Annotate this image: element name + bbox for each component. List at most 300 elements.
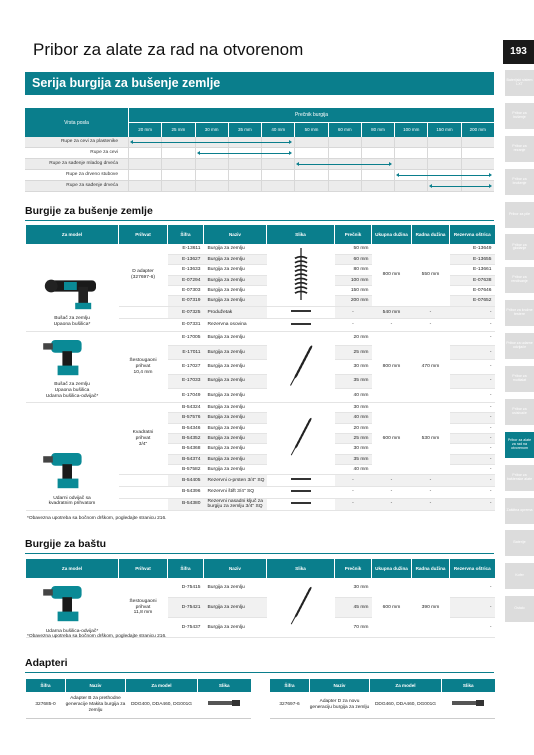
spare-blade-cell: - — [450, 486, 495, 498]
name-cell: Burgija za zemlju — [204, 598, 267, 618]
chart-cell — [361, 137, 394, 147]
chart-cell — [228, 170, 261, 180]
side-tab-10[interactable]: Pribor za usisivače — [505, 399, 534, 425]
column-header: Ukupna dužina — [372, 559, 412, 578]
chart-cell — [128, 181, 161, 191]
name-cell: Rezervni o-prsten 3/4" SQ — [204, 475, 267, 487]
overall-length-cell: 600 mm — [372, 578, 412, 638]
empty-shank-cell — [119, 498, 168, 510]
chart-cell — [294, 181, 327, 191]
adapter-cell: DDG460, DDA460, DG001G — [370, 692, 442, 718]
earth-auger-icon — [286, 389, 316, 394]
shank-cell: Šestougaoni prihvat 10,4 mm — [119, 331, 168, 403]
section-title-garden-augers: Burgije za baštu — [25, 538, 107, 550]
diameter-cell: - — [335, 486, 372, 498]
code-cell: B-54352 — [168, 434, 204, 444]
working-length-cell: - — [412, 498, 450, 510]
spare-blade-cell: - — [450, 306, 495, 318]
chart-row-label: Rupe za sađenje mladog drveća — [49, 161, 118, 166]
chart-row — [25, 170, 494, 181]
diameter-cell: 40 mm — [335, 464, 372, 474]
adapter-table-left — [25, 679, 251, 719]
code-cell: E-17005 — [168, 331, 204, 345]
side-tab-14[interactable]: Baterije — [505, 530, 534, 556]
chart-cell — [427, 137, 460, 147]
chart-row — [25, 137, 494, 148]
spare-blade-cell: - — [450, 434, 495, 444]
overall-length-cell: - — [372, 486, 412, 498]
adapter-column-header: Za model — [126, 679, 198, 692]
column-header: Šifra — [168, 225, 204, 244]
side-tab-8[interactable]: Pribor za udarne odvijače — [505, 333, 534, 359]
name-cell: Burgija za zemlju — [204, 244, 267, 254]
adapter-column-header: Šifra — [270, 679, 310, 692]
chart-cell — [195, 181, 228, 191]
tool-photo — [26, 445, 119, 496]
side-tab-12[interactable]: Pribor za baštenske alate — [505, 465, 534, 491]
code-cell: B-57576 — [168, 413, 204, 423]
column-header: Radna dužina — [412, 559, 450, 578]
table-row — [26, 244, 495, 254]
chart-column-headers — [128, 123, 494, 137]
diameter-cell: 30 mm — [335, 578, 372, 598]
working-length-cell: 530 mm — [412, 403, 450, 475]
garden-auger-table — [25, 559, 495, 638]
name-cell: Produžetak — [204, 306, 267, 318]
compatible-model-text: Bušač za zemlju Upaona bušilica* — [53, 316, 91, 327]
chart-header-diameter: Prečnik burgija — [128, 108, 494, 123]
side-tab-9[interactable]: Pribor za multialat — [505, 366, 534, 392]
adapter-column-header: Slika — [198, 679, 251, 692]
footnote-2: *Obavezna upotreba sa bočnom drškom, pogledajte stranicu 216. — [27, 634, 167, 639]
spare-blade-cell: - — [450, 374, 495, 388]
tool-photo — [26, 266, 119, 317]
chart-cell — [294, 148, 327, 158]
column-header: Prečnik — [335, 559, 372, 578]
name-cell: Burgija za zemlju — [204, 434, 267, 444]
chart-cell — [261, 170, 294, 180]
compatible-model-text: Udarni odvijač sa kvadratnim prihvatom — [48, 495, 96, 507]
code-cell: E-13627 — [168, 254, 204, 264]
diameter-cell: 35 mm — [335, 374, 372, 388]
picture-cell — [267, 244, 335, 306]
name-cell: Burgija za zemlju — [204, 454, 267, 464]
chart-cell — [128, 170, 161, 180]
column-header: Za model — [26, 559, 119, 578]
chart-cell — [128, 148, 161, 158]
diameter-cell: 40 mm — [335, 413, 372, 423]
spare-blade-cell: E-13655 — [450, 254, 495, 264]
name-cell: Burgija za zemlju — [204, 345, 267, 359]
accessory-picture-cell — [267, 486, 335, 498]
table-row — [26, 403, 495, 413]
accessory-part-icon — [289, 325, 313, 330]
spare-blade-cell: - — [450, 413, 495, 423]
code-cell: D-75437 — [168, 618, 204, 638]
name-cell: Burgija za zemlju — [204, 413, 267, 423]
chart-cell — [461, 159, 494, 169]
code-cell: E-07294 — [168, 275, 204, 285]
chart-cell — [294, 170, 327, 180]
diameter-cell: - — [335, 319, 372, 331]
chart-range-arrow — [199, 153, 291, 154]
spare-blade-cell: - — [450, 345, 495, 359]
overall-length-cell: - — [372, 475, 412, 487]
spare-blade-cell: - — [450, 475, 495, 487]
adapter-column-header: Naziv — [310, 679, 370, 692]
diameter-cell: 20 mm — [335, 331, 372, 345]
chart-cell — [361, 170, 394, 180]
spare-blade-cell: - — [450, 360, 495, 374]
table-row — [26, 331, 495, 345]
chart-cell — [361, 181, 394, 191]
empty-shank-cell — [119, 475, 168, 487]
code-cell: E-13611 — [168, 244, 204, 254]
diameter-cell: 70 mm — [335, 618, 372, 638]
picture-cell — [267, 578, 335, 638]
accessory-picture-cell — [267, 306, 335, 318]
name-cell: Burgija za zemlju — [204, 388, 267, 402]
side-tab-0[interactable]: Baterijski sistem LXT — [505, 70, 534, 96]
chart-col-2: 30 mm — [195, 123, 228, 137]
shank-cell: D adapter (327697-6) — [119, 244, 168, 306]
side-tab-1[interactable]: Pribor za bušenje — [505, 103, 534, 129]
column-header: Za model — [26, 225, 119, 244]
section-rule — [25, 220, 494, 221]
footnote-1: *Obavezna upotreba sa bočnom drškom, pogledajte stranicu 216. — [27, 516, 167, 521]
spare-blade-cell: - — [450, 403, 495, 413]
chart-cell — [161, 181, 194, 191]
diameter-cell: 80 mm — [335, 265, 372, 275]
chart-cell — [427, 159, 460, 169]
overall-length-cell: 600 mm — [372, 403, 412, 475]
chart-cell — [461, 137, 494, 147]
chart-row — [25, 159, 494, 170]
name-cell: Burgija za zemlju — [204, 374, 267, 388]
model-cell — [26, 331, 119, 403]
chart-cell — [461, 148, 494, 158]
overall-length-cell: 540 mm — [372, 306, 412, 318]
chart-cell — [261, 159, 294, 169]
name-cell: Rezervni nasadni ključ za burgiju za zemlju 3/4" SQ — [204, 498, 267, 510]
accessory-part-icon — [289, 312, 313, 317]
diameter-cell: 40 mm — [335, 388, 372, 402]
chart-cell — [161, 170, 194, 180]
picture-cell — [267, 403, 335, 475]
chart-row-cells — [128, 148, 494, 158]
earth-auger-table — [25, 225, 495, 511]
chart-col-7: 80 mm — [361, 123, 394, 137]
chart-row — [25, 148, 494, 159]
overall-length-cell: 800 mm — [372, 331, 412, 403]
side-tab-list — [505, 70, 534, 629]
spare-blade-cell: - — [450, 618, 495, 638]
accessory-part-icon — [289, 492, 313, 497]
adapter-column-header: Šifra — [26, 679, 66, 692]
spare-blade-cell: E-13649 — [450, 244, 495, 254]
code-cell: D-75421 — [168, 598, 204, 618]
compatible-model-text: Bušač za zemlju Upaona bušilica Udarna bušilica-odvijač* — [45, 382, 99, 399]
adapter-cell: 327685-0 — [26, 692, 66, 718]
adapter-cell: 327697-6 — [270, 692, 310, 718]
working-length-cell: - — [412, 319, 450, 331]
diameter-cell: 200 mm — [335, 296, 372, 306]
diameter-cell: 30 mm — [335, 360, 372, 374]
name-cell: Rezervni štift 3/4" SQ — [204, 486, 267, 498]
column-header: Ukupna dužina — [372, 225, 412, 244]
chart-row-label: Rupe za cevi — [90, 150, 118, 155]
working-length-cell: 470 mm — [412, 331, 450, 403]
column-header: Šifra — [168, 559, 204, 578]
chart-range-arrow — [431, 186, 490, 187]
page-title: Pribor za alate za rad na otvorenom — [33, 40, 304, 59]
column-header: Rezervna oštrica — [450, 225, 495, 244]
working-length-cell: - — [412, 475, 450, 487]
chart-cell — [328, 137, 361, 147]
chart-cell — [161, 159, 194, 169]
chart-cell — [328, 181, 361, 191]
name-cell: Burgija za zemlju — [204, 265, 267, 275]
spare-blade-cell: - — [450, 578, 495, 598]
name-cell: Burgija za zemlju — [204, 403, 267, 413]
column-header: Slika — [267, 225, 335, 244]
chart-col-8: 100 mm — [394, 123, 427, 137]
working-length-cell: 550 mm — [412, 244, 450, 306]
name-cell: Burgija za zemlju — [204, 331, 267, 345]
code-cell: E-17027 — [168, 360, 204, 374]
column-header: Naziv — [204, 225, 267, 244]
chart-range-arrow — [298, 164, 390, 165]
adapter-picture-cell — [198, 692, 251, 718]
code-cell: E-07319 — [168, 296, 204, 306]
name-cell: Burgija za zemlju — [204, 464, 267, 474]
code-cell: B-54368 — [168, 444, 204, 454]
accessory-picture-cell — [267, 319, 335, 331]
side-tab-2[interactable]: Pribor za rezanje — [505, 136, 534, 162]
diameter-cell: 25 mm — [335, 345, 372, 359]
side-tab-6[interactable]: Pribor za rendisanje — [505, 267, 534, 293]
code-cell: B-54405 — [168, 475, 204, 487]
section-title-earth-augers: Burgije za bušenje zemlje — [25, 205, 153, 217]
spare-blade-cell: - — [450, 319, 495, 331]
chart-col-1: 25 mm — [161, 123, 194, 137]
chart-cell — [261, 181, 294, 191]
code-cell: E-07325 — [168, 306, 204, 318]
code-cell: B-54346 — [168, 423, 204, 433]
code-cell: E-07331 — [168, 319, 204, 331]
spare-blade-cell: - — [450, 388, 495, 402]
overall-length-cell: 800 mm — [372, 244, 412, 306]
diameter-cell: - — [335, 498, 372, 510]
chart-col-5: 50 mm — [294, 123, 327, 137]
spare-blade-cell: - — [450, 598, 495, 618]
picture-cell — [267, 331, 335, 403]
chart-col-3: 35 mm — [228, 123, 261, 137]
shank-cell: Šestougaoni prihvat 11,8 mm — [119, 578, 168, 638]
chart-row-label: Rupe za cevi za plastenike — [60, 139, 118, 144]
adapter-picture-cell — [442, 692, 495, 718]
accessory-picture-cell — [267, 498, 335, 510]
model-cell — [26, 244, 119, 331]
name-cell: Rezervna osovina — [204, 319, 267, 331]
chart-range-arrow — [398, 175, 490, 176]
spare-blade-cell: E-13661 — [450, 265, 495, 275]
chart-col-10: 200 mm — [461, 123, 494, 137]
name-cell: Burgija za zemlju — [204, 578, 267, 598]
section-rule — [25, 553, 494, 554]
chart-cell — [128, 159, 161, 169]
chart-cell — [394, 159, 427, 169]
name-cell: Burgija za zemlju — [204, 286, 267, 296]
chart-cell — [228, 159, 261, 169]
diameter-cell: 150 mm — [335, 286, 372, 296]
code-cell: E-17033 — [168, 374, 204, 388]
table-row — [26, 578, 495, 598]
diameter-application-chart — [25, 108, 494, 192]
side-tab-5[interactable]: Pribor za glodanje — [505, 234, 534, 260]
overall-length-cell: - — [372, 319, 412, 331]
side-tab-11[interactable]: Pribor za alate za rad na otvorenom — [505, 432, 534, 458]
diameter-cell: 35 mm — [335, 454, 372, 464]
chart-cell — [195, 159, 228, 169]
side-tab-3[interactable]: Pribor za brušenje — [505, 169, 534, 195]
name-cell: Burgija za zemlju — [204, 254, 267, 264]
diameter-cell: 30 mm — [335, 403, 372, 413]
spare-blade-cell: - — [450, 444, 495, 454]
diameter-cell: 25 mm — [335, 434, 372, 444]
chart-cell — [195, 170, 228, 180]
chart-range-arrow — [132, 142, 290, 143]
spare-blade-cell: - — [450, 454, 495, 464]
overall-length-cell: - — [372, 498, 412, 510]
code-cell: B-54324 — [168, 403, 204, 413]
adapter-cell: Adapter D za novu generaciju burgija za zemlju — [310, 692, 370, 718]
chart-row-label: Rupe za sađenje drveća — [66, 183, 118, 188]
side-tab-4[interactable]: Pribor za pile — [505, 202, 534, 228]
working-length-cell: - — [412, 306, 450, 318]
column-header: Prečnik — [335, 225, 372, 244]
chart-cell — [427, 148, 460, 158]
spare-blade-cell: E-07638 — [450, 275, 495, 285]
spare-blade-cell: - — [450, 331, 495, 345]
page-number: 193 — [503, 40, 534, 64]
chart-rows — [25, 137, 494, 192]
code-cell: E-17049 — [168, 388, 204, 402]
chart-row-label: Rupe za drveno stubove — [66, 172, 118, 177]
tool-photo — [26, 332, 119, 383]
chart-row — [25, 181, 494, 192]
earth-auger-icon — [287, 625, 315, 630]
spare-blade-cell: - — [450, 498, 495, 510]
chart-header-work-type: Vrsta posla — [25, 108, 128, 137]
chart-cell — [328, 148, 361, 158]
chart-cell — [394, 181, 427, 191]
accessory-part-icon — [289, 504, 313, 509]
adapter-table-right — [269, 679, 495, 719]
spare-blade-cell: - — [450, 464, 495, 474]
code-cell: B-54374 — [168, 454, 204, 464]
section-rule — [25, 672, 494, 673]
chart-cell — [328, 170, 361, 180]
diameter-cell: 60 mm — [335, 254, 372, 264]
model-cell — [26, 578, 119, 638]
adapter-icon — [450, 704, 486, 709]
column-header: Rezervna oštrica — [450, 559, 495, 578]
column-header: Slika — [267, 559, 335, 578]
name-cell: Burgija za zemlju — [204, 275, 267, 285]
name-cell: Burgija za zemlju — [204, 618, 267, 638]
column-header: Prihvat — [119, 559, 168, 578]
name-cell: Burgija za zemlju — [204, 444, 267, 454]
chart-cell — [228, 181, 261, 191]
code-cell: B-54380 — [168, 498, 204, 510]
spare-blade-cell: E-07652 — [450, 296, 495, 306]
chart-col-6: 60 mm — [328, 123, 361, 137]
diameter-cell: - — [335, 475, 372, 487]
compatible-model-text: Udarna bušilica-odvijač* — [45, 628, 99, 634]
empty-shank-cell — [119, 486, 168, 498]
spare-blade-cell: E-07646 — [450, 286, 495, 296]
column-header: Radna dužina — [412, 225, 450, 244]
name-cell: Burgija za zemlju — [204, 360, 267, 374]
tool-photo — [26, 578, 119, 629]
code-cell: B-57582 — [168, 464, 204, 474]
adapter-column-header: Slika — [442, 679, 495, 692]
section-title-adapters: Adapteri — [25, 657, 68, 669]
diameter-cell: - — [335, 306, 372, 318]
code-cell: E-13633 — [168, 265, 204, 275]
empty-shank-cell — [119, 306, 168, 318]
code-cell: E-17011 — [168, 345, 204, 359]
code-cell: D-75415 — [168, 578, 204, 598]
diameter-cell: 100 mm — [335, 275, 372, 285]
working-length-cell: 390 mm — [412, 578, 450, 638]
column-header: Naziv — [204, 559, 267, 578]
name-cell: Burgija za zemlju — [204, 296, 267, 306]
working-length-cell: - — [412, 486, 450, 498]
side-tab-13[interactable]: Zaštitna oprema — [505, 498, 534, 524]
adapter-cell: DDG400, DDA460, DG001G — [126, 692, 198, 718]
shank-cell: Kvadratni prihvat 3/4" — [119, 403, 168, 475]
adapter-icon — [206, 704, 242, 709]
diameter-cell: 20 mm — [335, 423, 372, 433]
chart-col-9: 150 mm — [427, 123, 460, 137]
chart-cell — [294, 137, 327, 147]
spare-blade-cell: - — [450, 423, 495, 433]
empty-shank-cell — [119, 319, 168, 331]
side-tab-16[interactable]: Ostalo — [505, 596, 534, 622]
chart-cell — [161, 148, 194, 158]
diameter-cell: 30 mm — [335, 444, 372, 454]
diameter-cell: 50 mm — [335, 244, 372, 254]
code-cell: B-54396 — [168, 486, 204, 498]
chart-cell — [361, 148, 394, 158]
adapter-column-header: Za model — [370, 679, 442, 692]
adapter-column-header: Naziv — [66, 679, 126, 692]
code-cell: E-07303 — [168, 286, 204, 296]
accessory-part-icon — [289, 480, 313, 485]
side-tab-7[interactable]: Pribor za kružne testere — [505, 300, 534, 326]
side-tab-15[interactable]: Kofer — [505, 563, 534, 589]
diameter-cell: 45 mm — [335, 598, 372, 618]
name-cell: Burgija za zemlju — [204, 423, 267, 433]
chart-cell — [394, 148, 427, 158]
chart-col-4: 40 mm — [261, 123, 294, 137]
section-banner: Serija burgija za bušenje zemlje — [25, 72, 494, 95]
column-header: Prihvat — [119, 225, 168, 244]
earth-auger-icon — [287, 459, 315, 464]
chart-cell — [394, 137, 427, 147]
